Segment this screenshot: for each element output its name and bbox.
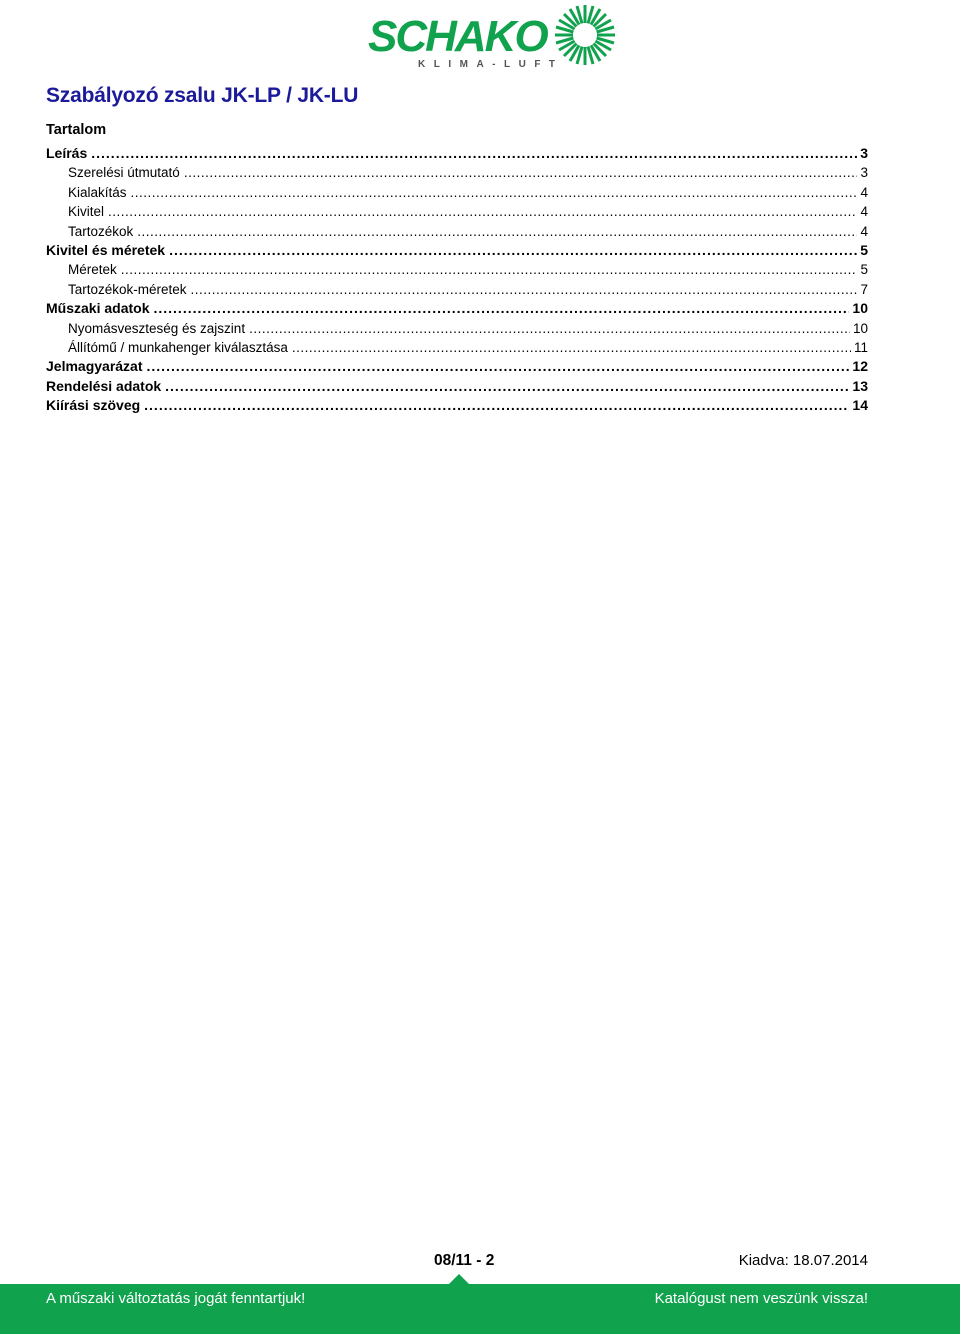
toc-entry[interactable] <box>46 280 868 299</box>
issue-date: Kiadva: 18.07.2014 <box>738 1252 868 1269</box>
toc-entry-label: Jelmagyarázat <box>46 358 143 375</box>
toc-entry[interactable] <box>46 377 868 396</box>
toc-entry-page: 10 <box>852 320 868 336</box>
toc-entry-page: 7 <box>860 281 868 297</box>
toc-dot-leader <box>144 396 849 415</box>
toc-entry-label: Kiírási szöveg <box>46 397 141 414</box>
toc-entry-page: 11 <box>853 339 868 355</box>
toc-entry-page: 4 <box>860 204 868 220</box>
toc-entry-label: Tartozékok-méretek <box>68 281 187 297</box>
toc-entry-label: Kialakítás <box>68 184 127 200</box>
toc-dot-leader <box>131 183 858 202</box>
toc-entry[interactable] <box>46 163 868 182</box>
toc-dot-leader <box>121 260 858 279</box>
toc-entry-label: Rendelési adatok <box>46 377 162 394</box>
toc-entry-label: Leírás <box>46 145 88 161</box>
toc-entry[interactable] <box>46 260 868 279</box>
footer-disclaimer: A műszaki változtatás jogát fenntartjuk! <box>46 1290 306 1307</box>
toc-entry-label: Állítómű / munkahenger kiválasztása <box>68 339 288 355</box>
toc-entry-page: 10 <box>852 300 868 317</box>
toc-entry-page: 14 <box>852 397 868 414</box>
toc-entry[interactable] <box>46 338 868 357</box>
toc-entry-label: Méretek <box>68 262 117 278</box>
toc-entry[interactable] <box>46 396 868 415</box>
toc-dot-leader <box>108 202 857 221</box>
toc-dot-leader <box>249 319 850 338</box>
document-title: Szabályozó zsalu JK-LP / JK-LU <box>46 84 359 107</box>
toc-dot-leader <box>147 357 850 376</box>
toc-dot-leader <box>137 222 857 241</box>
toc-entry-page: 3 <box>860 165 868 181</box>
toc-entry-label: Nyomásveszteség és zajszint <box>68 320 246 336</box>
logo-wordmark: SCHAKO <box>368 12 547 61</box>
toc-dot-leader <box>191 280 858 299</box>
logo-subtitle: KLIMA-LUFT <box>418 59 564 70</box>
toc-entry-label: Műszaki adatok <box>46 300 150 317</box>
toc-entry-page: 3 <box>860 145 868 161</box>
toc-dot-leader <box>153 299 849 318</box>
toc-dot-leader <box>91 144 857 163</box>
toc-dot-leader <box>292 338 851 357</box>
toc-entry[interactable] <box>46 144 868 163</box>
toc-entry-label: Kivitel <box>68 204 105 220</box>
toc-entry[interactable] <box>46 202 868 221</box>
toc-entry-label: Tartozékok <box>68 223 134 239</box>
toc-entry[interactable] <box>46 299 868 318</box>
toc-dot-leader <box>165 377 849 396</box>
toc-entry-label: Szerelési útmutató <box>68 165 180 181</box>
toc-entry-label: Kivitel és méretek <box>46 241 166 258</box>
toc-entry[interactable] <box>46 241 868 260</box>
toc-entry[interactable] <box>46 222 868 241</box>
logo-sun-icon <box>555 5 615 65</box>
toc-dot-leader <box>169 241 857 260</box>
toc-entry-page: 5 <box>860 262 868 278</box>
toc-entry-page: 12 <box>852 358 868 375</box>
footer-catalog-note: Katalógust nem veszünk vissza! <box>654 1290 868 1307</box>
toc-entry[interactable] <box>46 319 868 338</box>
schako-logo <box>366 2 618 70</box>
toc-entry[interactable] <box>46 183 868 202</box>
table-of-contents <box>46 144 868 415</box>
toc-entry-page: 13 <box>852 377 868 394</box>
page-number: 08/11 - 2 <box>434 1252 495 1269</box>
toc-entry-page: 4 <box>860 184 868 200</box>
toc-entry-page: 4 <box>860 223 868 239</box>
toc-dot-leader <box>184 163 858 182</box>
toc-heading: Tartalom <box>46 122 107 138</box>
toc-entry-page: 5 <box>860 241 868 258</box>
toc-entry[interactable] <box>46 357 868 376</box>
